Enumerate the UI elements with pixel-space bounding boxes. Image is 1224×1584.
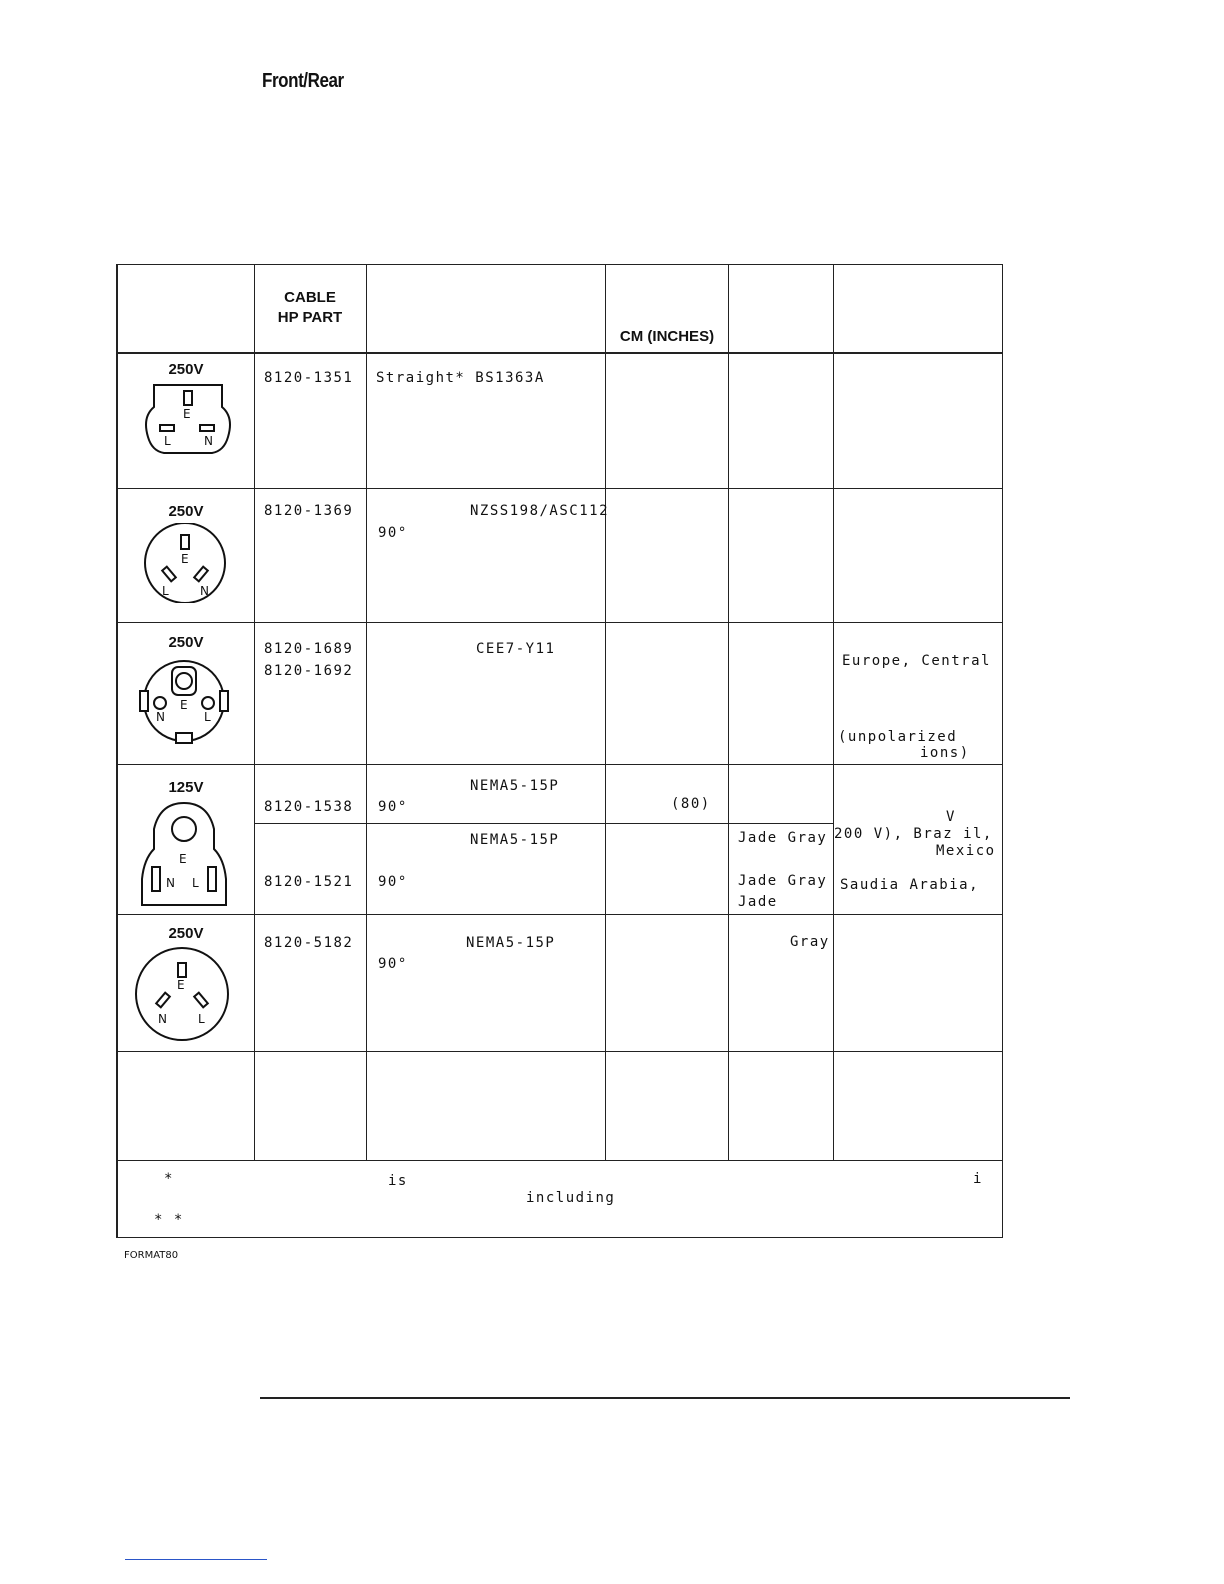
sub-row-rule: [254, 823, 833, 824]
header-length: CM (INCHES): [619, 328, 715, 345]
voltage-label: 250V: [168, 925, 204, 942]
plug-type: Straight* BS1363A: [376, 370, 545, 386]
link-underline: [125, 1559, 267, 1560]
row-rule: [118, 1160, 1002, 1161]
plug-angle: 90°: [378, 799, 408, 815]
col-divider: [254, 265, 255, 1161]
svg-text:L: L: [204, 710, 211, 724]
note-marker: * *: [154, 1212, 184, 1228]
row-rule: [118, 622, 1002, 623]
svg-text:N: N: [156, 710, 165, 724]
row-rule: [118, 488, 1002, 489]
country-text: V: [946, 809, 956, 825]
bottom-rule: [260, 1397, 1070, 1399]
plug-type: CEE7-Y11: [476, 641, 556, 657]
part-number: 8120-1692: [264, 663, 354, 679]
voltage-label: 250V: [168, 503, 204, 520]
cable-color: Jade Gray: [738, 830, 828, 846]
plug-angle: 90°: [378, 525, 408, 541]
cable-length: (80): [671, 796, 711, 812]
voltage-label: 250V: [168, 634, 204, 651]
svg-text:E: E: [177, 978, 185, 992]
note-text: is: [388, 1173, 408, 1189]
plug-type: NZSS198/ASC112: [470, 503, 610, 519]
cable-color: Jade Gray: [738, 873, 828, 889]
nema515p-plug-icon: [138, 799, 230, 909]
svg-text:L: L: [162, 584, 169, 598]
col-divider: [366, 265, 367, 1161]
voltage-label: 125V: [168, 779, 204, 796]
svg-text:N: N: [158, 1012, 167, 1026]
svg-text:L: L: [192, 876, 199, 890]
country-text: Europe, Central: [842, 653, 991, 669]
svg-text:N: N: [166, 876, 175, 890]
plug-type: NEMA5-15P: [470, 778, 560, 794]
row-rule: [118, 1051, 1002, 1052]
plug-type: NEMA5-15P: [466, 935, 556, 951]
col-divider: [833, 265, 834, 1161]
bs1363a-plug-icon: [142, 381, 234, 461]
country-text: Saudia Arabia,: [840, 877, 980, 893]
page-heading: Front/Rear: [262, 70, 344, 92]
country-text: (unpolarized: [838, 729, 958, 745]
form-code: FORMAT80: [124, 1250, 179, 1261]
plug-angle: 90°: [378, 874, 408, 890]
part-number: 8120-1351: [264, 370, 354, 386]
header-rule: [118, 352, 1002, 354]
svg-text:L: L: [164, 434, 171, 448]
cable-color: Jade: [738, 894, 778, 910]
row-rule: [118, 914, 1002, 915]
cee7-plug-icon: [138, 655, 230, 747]
part-number: 8120-5182: [264, 935, 354, 951]
plug-angle: 90°: [378, 956, 408, 972]
col-divider: [728, 265, 729, 1161]
cable-color: Gray: [790, 934, 830, 950]
svg-text:E: E: [181, 552, 189, 566]
svg-text:N: N: [204, 434, 213, 448]
note-marker: *: [164, 1171, 174, 1187]
part-number: 8120-1689: [264, 641, 354, 657]
country-text: 200 V), Braz il,: [834, 826, 993, 842]
svg-text:N: N: [200, 584, 209, 598]
nzss198-plug-icon: [140, 523, 230, 603]
row-rule: [118, 764, 1002, 765]
svg-text:L: L: [198, 1012, 205, 1026]
nema515p-250v-plug-icon: [132, 945, 232, 1043]
part-number: 8120-1538: [264, 799, 354, 815]
part-number: 8120-1369: [264, 503, 354, 519]
voltage-label: 250V: [168, 361, 204, 378]
note-text: including: [526, 1190, 616, 1206]
power-cable-table: [116, 264, 1003, 1238]
note-text: i: [973, 1171, 983, 1187]
col-divider: [605, 265, 606, 1161]
plug-type: NEMA5-15P: [470, 832, 560, 848]
svg-text:E: E: [180, 698, 188, 712]
header-hp-part: HP PART: [277, 309, 343, 326]
svg-text:E: E: [179, 852, 187, 866]
part-number: 8120-1521: [264, 874, 354, 890]
country-text: Mexico: [936, 843, 996, 859]
header-cable: CABLE: [284, 289, 336, 306]
svg-text:E: E: [183, 407, 191, 421]
country-text: ions): [920, 745, 970, 761]
